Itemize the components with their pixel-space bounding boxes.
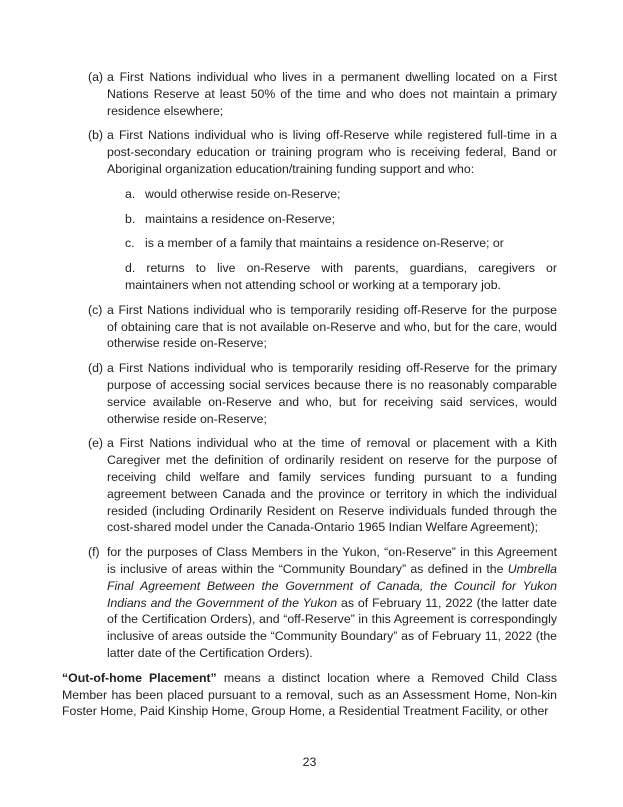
definition-item-d-line-1: a First Nations individual who is temporarily residing off-Reserve for the primary — [107, 361, 557, 376]
definition-item-f-label: (f) — [88, 545, 100, 560]
definition-item-f — [62, 544, 557, 662]
definition-item-c-line-3: otherwise reside on-Reserve; — [107, 336, 267, 351]
definition-item-d — [62, 360, 557, 427]
definition-item-e — [62, 435, 557, 536]
definition-item-e-line-1: a First Nations individual who at the time of removal or placement with a Kith — [107, 436, 557, 451]
definition-item-f-line-5: of the Certification Orders), and “off-Reserve” in this Agreement is correspondingly — [107, 612, 557, 627]
sub-item-d-line-2: maintainers when not attending school or working at a temporary job. — [125, 277, 501, 292]
definition-item-a-line-1: a First Nations individual who lives in a permanent dwelling located on a First — [107, 70, 557, 84]
sub-item-c-label: c. — [125, 236, 135, 251]
definition-item-e-line-2: Caregiver met the definition of ordinarily resident on reserve for the purpose of — [107, 453, 557, 468]
paragraph-out-of-home-placement-line-3: Foster Home, Paid Kinship Home, Group Home, a Residential Treatment Facility, or other — [62, 704, 549, 719]
definition-item-f-line-3: Final Agreement Between the Government of Canada, the Council for Yukon — [107, 578, 557, 593]
definition-item-b-label: (b) — [88, 128, 104, 143]
paragraph-out-of-home-placement-line-2: Member has been placed pursuant to a removal, such as an Assessment Home, Non-kin — [62, 687, 557, 702]
sub-item-b-label: b. — [125, 211, 136, 226]
paragraph-out-of-home-placement-line-1: “Out-of-home Placement” means a distinct location where a Removed Child Class — [62, 670, 557, 685]
definition-item-e-label: (e) — [88, 436, 104, 451]
definition-item-b-line-2: post-secondary education or training program who is receiving federal, Band or — [107, 145, 557, 160]
definition-item-d-line-3: service available on-Reserve and who, but for receiving said services, would — [107, 394, 557, 409]
sub-item-c-line-1: is a member of a family that maintains a residence on-Reserve; or — [145, 236, 504, 251]
definition-item-c-label: (c) — [88, 302, 103, 317]
sub-item-a-label: a. — [125, 186, 136, 201]
page-number: 23 — [302, 755, 317, 769]
sub-item-c — [62, 235, 557, 252]
definition-item-a-line-2: Nations Reserve at least 50% of the time and who does not maintain a primary — [107, 86, 557, 101]
sub-item-d-line-1: d. returns to live on-Reserve with parents, guardians, caregivers or — [125, 261, 557, 276]
definition-item-b — [62, 127, 557, 177]
definition-item-f-line-2: is inclusive of areas within the “Community Boundary” as defined in the Umbrella — [107, 561, 557, 576]
definition-item-a — [62, 69, 557, 119]
definition-item-d-line-2: purpose of accessing social services because there is no reasonably comparable — [107, 377, 557, 392]
definition-item-f-line-6: inclusive of areas outside the “Community Boundary” as of February 11, 2022 (the — [107, 629, 557, 644]
definition-item-b-line-1: a First Nations individual who is living off-Reserve while registered full-time in a — [107, 128, 557, 143]
definition-item-d-line-4: otherwise reside on-Reserve; — [107, 411, 267, 426]
definition-item-c-line-2: of obtaining care that is not available on-Reserve and who, but for the care, would — [107, 319, 557, 334]
sub-item-d — [62, 260, 557, 294]
sub-item-b-line-1: maintains a residence on-Reserve; — [145, 211, 336, 226]
sub-item-b — [62, 211, 557, 228]
definition-item-f-line-1: for the purposes of Class Members in the Yukon, “on-Reserve” in this Agreement — [107, 545, 557, 560]
definition-item-b-line-3: Aboriginal organization education/training funding support and who: — [107, 161, 475, 176]
paragraph-out-of-home-placement — [62, 670, 557, 720]
definition-item-a-label: (a) — [88, 70, 104, 84]
definition-item-e-line-6: cost-shared model under the Canada-Ontario 1965 Indian Welfare Agreement); — [107, 520, 539, 535]
definition-item-e-line-5: resided (including Ordinarily Resident on Reserve individuals funded through the — [107, 503, 557, 518]
definition-item-f-line-7: latter date of the Certification Orders). — [107, 645, 313, 660]
document-content — [62, 69, 557, 728]
definition-item-e-line-4: agreement between Canada and the province or territory in which the individual — [107, 486, 557, 501]
definition-item-e-line-3: receiving child welfare and family services funding pursuant to a funding — [107, 469, 557, 484]
sub-item-a-line-1: would otherwise reside on-Reserve; — [145, 186, 341, 201]
definition-item-d-label: (d) — [88, 361, 104, 376]
definition-item-f-line-4: Indians and the Government of the Yukon as of February 11, 2022 (the latter date — [107, 595, 557, 610]
definition-item-c-line-1: a First Nations individual who is temporarily residing off-Reserve for the purpose — [107, 302, 557, 317]
sub-item-a — [62, 186, 557, 203]
definition-item-c — [62, 302, 557, 352]
definition-item-a-line-3: residence elsewhere; — [107, 103, 224, 118]
